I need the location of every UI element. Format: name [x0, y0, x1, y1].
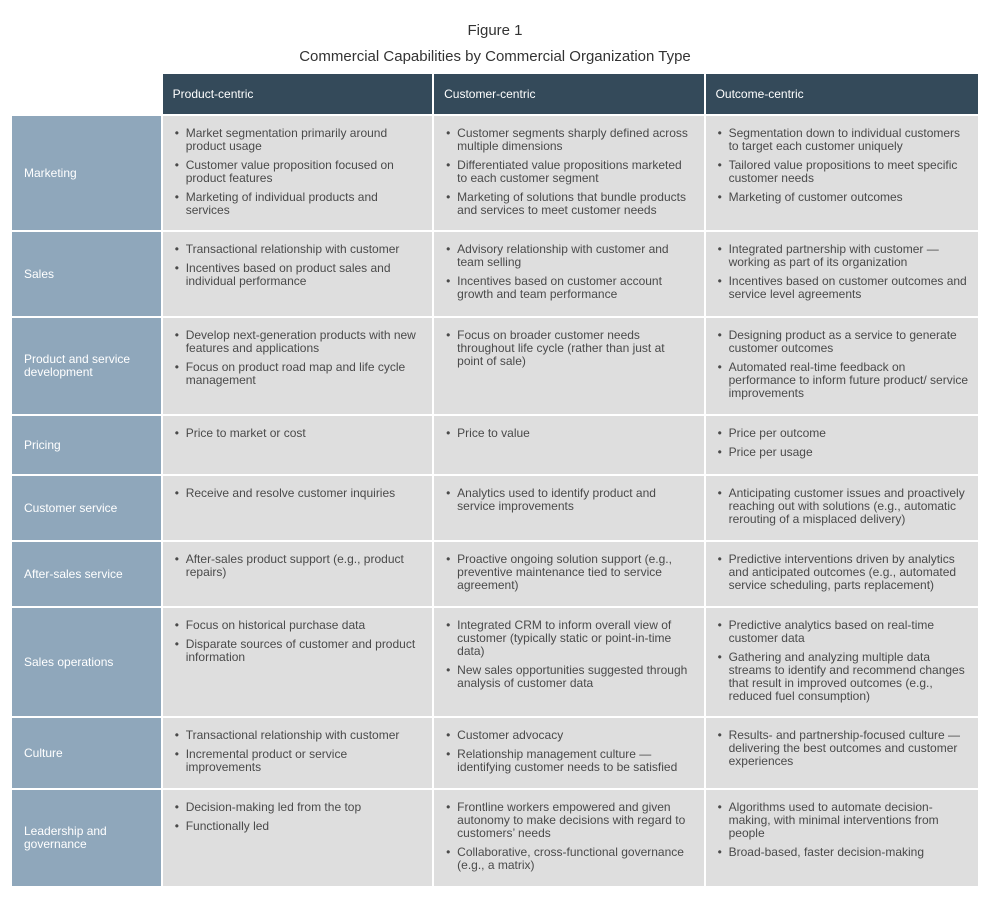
bullet-item: • Price per outcome: [718, 427, 968, 440]
figure-header: [0, 0, 990, 67]
bullet-item: • Transactional relationship with customer: [175, 243, 422, 256]
column-header-outcome-centric: Outcome-centric: [706, 74, 978, 114]
table-cell: [163, 790, 432, 886]
bullet-list: [446, 801, 693, 872]
table-row: [12, 116, 978, 230]
bullet-list: [175, 427, 422, 440]
table-cell: [706, 416, 978, 474]
bullet-list: [175, 243, 422, 288]
table-row: [12, 790, 978, 886]
bullet-item: • Gathering and analyzing multiple data streams to identify and recommend changes that result in improved outcomes (e.g., reduced fuel consumption): [718, 651, 968, 703]
bullet-list: [718, 329, 968, 400]
row-header: [12, 116, 161, 230]
table-cell: [434, 542, 703, 606]
bullet-item: • Results- and partnership-focused culture — delivering the best outcomes and customer experiences: [718, 729, 968, 768]
bullet-item: • Tailored value propositions to meet specific customer needs: [718, 159, 968, 185]
bullet-item: • Broad-based, faster decision-making: [718, 846, 968, 859]
corner-cell: [12, 74, 161, 114]
row-header: [12, 790, 161, 886]
bullet-list: [175, 553, 422, 579]
capabilities-table: [12, 74, 978, 888]
bullet-item: • Focus on broader customer needs throughout life cycle (rather than just at point of sale): [446, 329, 693, 368]
row-header-label: Product and service development: [24, 352, 131, 379]
bullet-item: • Anticipating customer issues and proactively reaching out with solutions (e.g., automatic rerouting of a misplaced delivery): [718, 487, 968, 526]
bullet-item: • Price per usage: [718, 446, 968, 459]
row-header: [12, 318, 161, 414]
table-cell: [706, 542, 978, 606]
bullet-list: [175, 729, 422, 774]
bullet-item: • Incremental product or service improvements: [175, 748, 422, 774]
bullet-item: • Disparate sources of customer and product information: [175, 638, 422, 664]
table-cell: [434, 608, 703, 716]
bullet-item: • Receive and resolve customer inquiries: [175, 487, 422, 500]
table-cell: [706, 476, 978, 540]
column-header-row: [12, 74, 978, 114]
bullet-list: [175, 801, 422, 833]
bullet-item: • Incentives based on customer account growth and team performance: [446, 275, 693, 301]
row-header-label: Sales operations: [24, 654, 114, 669]
bullet-item: • Predictive interventions driven by analytics and anticipated outcomes (e.g., automated service scheduling, parts replacement): [718, 553, 968, 592]
table-cell: [434, 790, 703, 886]
bullet-item: • Collaborative, cross-functional governance (e.g., a matrix): [446, 846, 693, 872]
bullet-list: [446, 619, 693, 690]
bullet-list: [718, 553, 968, 592]
bullet-item: • Functionally led: [175, 820, 422, 833]
bullet-list: [446, 729, 693, 774]
table-cell: [706, 232, 978, 316]
bullet-list: [718, 243, 968, 301]
bullet-item: • Differentiated value propositions marketed to each customer segment: [446, 159, 693, 185]
bullet-item: • Advisory relationship with customer and team selling: [446, 243, 693, 269]
table-cell: [163, 116, 432, 230]
table-cell: [706, 116, 978, 230]
row-header-label: Pricing: [24, 437, 61, 452]
bullet-item: • Integrated partnership with customer — working as part of its organization: [718, 243, 968, 269]
table-cell: [163, 718, 432, 788]
column-header-customer-centric: Customer-centric: [434, 74, 703, 114]
figure-title: Commercial Capabilities by Commercial Organization Type: [299, 48, 691, 65]
bullet-item: • Proactive ongoing solution support (e.g., preventive maintenance tied to service agreement): [446, 553, 693, 592]
bullet-item: • Incentives based on product sales and individual performance: [175, 262, 422, 288]
bullet-list: [175, 127, 422, 217]
table-cell: [434, 718, 703, 788]
bullet-item: • New sales opportunities suggested through analysis of customer data: [446, 664, 693, 690]
row-header: [12, 232, 161, 316]
row-header: [12, 476, 161, 540]
table-cell: [434, 476, 703, 540]
bullet-item: • Customer value proposition focused on product features: [175, 159, 422, 185]
table-row: [12, 718, 978, 788]
row-header-label: Leadership and governance: [24, 824, 107, 851]
row-header-label: Marketing: [24, 165, 77, 180]
table-cell: [163, 608, 432, 716]
table-cell: [434, 232, 703, 316]
bullet-list: [718, 801, 968, 859]
row-header-label: Customer service: [24, 500, 118, 515]
bullet-item: • Price to value: [446, 427, 693, 440]
bullet-item: • After-sales product support (e.g., product repairs): [175, 553, 422, 579]
table-cell: [434, 318, 703, 414]
row-header: [12, 416, 161, 474]
table-cell: [163, 318, 432, 414]
bullet-item: • Automated real-time feedback on performance to inform future product/ service improvements: [718, 361, 968, 400]
table-row: [12, 416, 978, 474]
bullet-list: [175, 487, 422, 500]
bullet-list: [446, 487, 693, 513]
column-header-product-centric: Product-centric: [163, 74, 432, 114]
bullet-list: [718, 127, 968, 204]
row-header-label: Sales: [24, 266, 55, 281]
bullet-item: • Customer segments sharply defined across multiple dimensions: [446, 127, 693, 153]
bullet-list: [718, 487, 968, 526]
table-cell: [434, 416, 703, 474]
table-row: [12, 318, 978, 414]
table-cell: [706, 608, 978, 716]
table-cell: [163, 416, 432, 474]
bullet-list: [446, 427, 693, 440]
table-row: [12, 542, 978, 606]
bullet-list: [718, 619, 968, 703]
table-cell: [706, 718, 978, 788]
table-cell: [163, 232, 432, 316]
figure-number: Figure 1: [467, 22, 523, 39]
bullet-list: [446, 127, 693, 217]
bullet-item: • Segmentation down to individual customers to target each customer uniquely: [718, 127, 968, 153]
row-header: [12, 608, 161, 716]
bullet-item: • Develop next-generation products with new features and applications: [175, 329, 422, 355]
bullet-list: [446, 243, 693, 301]
table-cell: [163, 476, 432, 540]
bullet-item: • Focus on historical purchase data: [175, 619, 422, 632]
bullet-item: • Price to market or cost: [175, 427, 422, 440]
row-header: [12, 718, 161, 788]
bullet-item: • Transactional relationship with customer: [175, 729, 422, 742]
bullet-item: • Marketing of individual products and services: [175, 191, 422, 217]
table-cell: [706, 790, 978, 886]
bullet-item: • Integrated CRM to inform overall view of customer (typically static or point-in-time data): [446, 619, 693, 658]
bullet-item: • Incentives based on customer outcomes and service level agreements: [718, 275, 968, 301]
bullet-item: • Marketing of solutions that bundle products and services to meet customer needs: [446, 191, 693, 217]
bullet-item: • Predictive analytics based on real-time customer data: [718, 619, 968, 645]
row-header-label: Culture: [24, 745, 63, 760]
bullet-item: • Frontline workers empowered and given autonomy to make decisions with regard to customers’ needs: [446, 801, 693, 840]
bullet-list: [718, 427, 968, 459]
table-row: [12, 608, 978, 716]
bullet-item: • Focus on product road map and life cycle management: [175, 361, 422, 387]
table-cell: [706, 318, 978, 414]
bullet-item: • Designing product as a service to generate customer outcomes: [718, 329, 968, 355]
bullet-item: • Customer advocacy: [446, 729, 693, 742]
row-header: [12, 542, 161, 606]
bullet-item: • Analytics used to identify product and service improvements: [446, 487, 693, 513]
bullet-list: [175, 329, 422, 387]
bullet-item: • Algorithms used to automate decision-making, with minimal interventions from people: [718, 801, 968, 840]
bullet-item: • Decision-making led from the top: [175, 801, 422, 814]
bullet-item: • Marketing of customer outcomes: [718, 191, 968, 204]
table-cell: [163, 542, 432, 606]
bullet-item: • Market segmentation primarily around product usage: [175, 127, 422, 153]
bullet-list: [718, 729, 968, 768]
table-row: [12, 232, 978, 316]
bullet-item: • Relationship management culture — identifying customer needs to be satisfied: [446, 748, 693, 774]
table-row: [12, 476, 978, 540]
row-header-label: After-sales service: [24, 566, 123, 581]
bullet-list: [446, 553, 693, 592]
table-cell: [434, 116, 703, 230]
bullet-list: [446, 329, 693, 368]
bullet-list: [175, 619, 422, 664]
